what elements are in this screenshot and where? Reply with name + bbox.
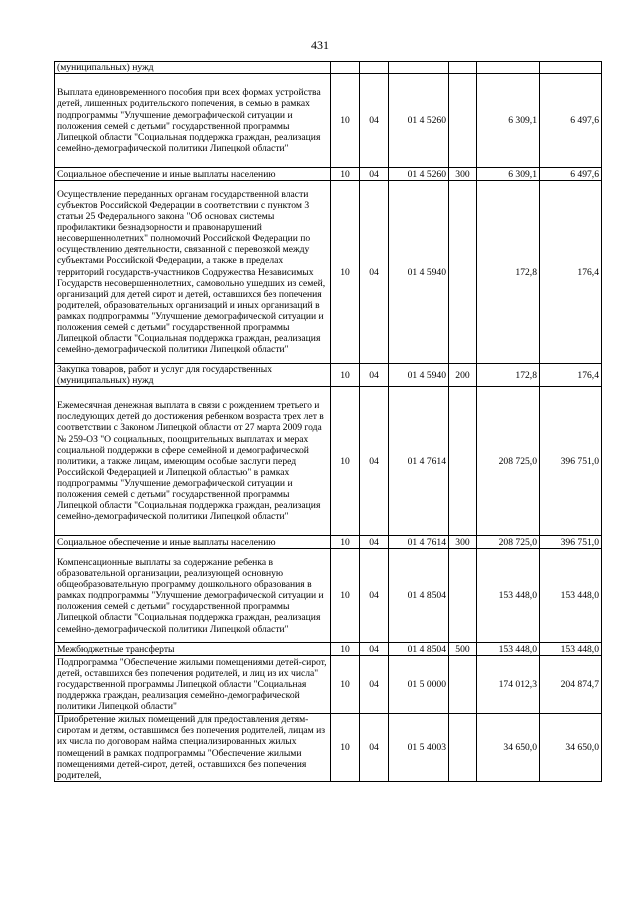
section-code-cell: 10 <box>331 387 360 536</box>
target-article-code-cell: 01 4 8504 <box>389 643 449 656</box>
amount-year2-cell: 153 448,0 <box>540 643 602 656</box>
subsection-code-cell: 04 <box>360 656 389 714</box>
row-name-cell: Социальное обеспечение и иные выплаты населению <box>55 536 331 549</box>
expense-type-code-cell <box>449 62 477 74</box>
amount-year2-cell <box>540 62 602 74</box>
table-row <box>55 181 602 364</box>
row-name-cell: Закупка товаров, работ и услуг для государственных (муниципальных) нужд <box>55 364 331 387</box>
target-article-code-cell: 01 4 5260 <box>389 168 449 181</box>
table-row <box>55 168 602 181</box>
amount-year2-cell: 6 497,6 <box>540 168 602 181</box>
section-code-cell: 10 <box>331 656 360 714</box>
table-row <box>55 714 602 782</box>
amount-year1-cell: 208 725,0 <box>477 387 540 536</box>
target-article-code-cell: 01 4 7614 <box>389 387 449 536</box>
target-article-code-cell: 01 5 4003 <box>389 714 449 782</box>
expense-type-code-cell <box>449 714 477 782</box>
amount-year2-cell: 396 751,0 <box>540 536 602 549</box>
target-article-code-cell: 01 4 5940 <box>389 181 449 364</box>
subsection-code-cell: 04 <box>360 74 389 168</box>
target-article-code-cell: 01 5 0000 <box>389 656 449 714</box>
table-row <box>55 643 602 656</box>
table-row <box>55 62 602 74</box>
expense-type-code-cell: 200 <box>449 364 477 387</box>
expense-type-code-cell <box>449 656 477 714</box>
section-code-cell <box>331 62 360 74</box>
table-row <box>55 74 602 168</box>
amount-year2-cell: 6 497,6 <box>540 74 602 168</box>
amount-year2-cell: 176,4 <box>540 181 602 364</box>
amount-year2-cell: 153 448,0 <box>540 549 602 643</box>
subsection-code-cell: 04 <box>360 714 389 782</box>
section-code-cell: 10 <box>331 168 360 181</box>
subsection-code-cell: 04 <box>360 168 389 181</box>
amount-year2-cell: 34 650,0 <box>540 714 602 782</box>
expense-type-code-cell <box>449 387 477 536</box>
amount-year1-cell: 153 448,0 <box>477 549 540 643</box>
row-name-cell: Ежемесячная денежная выплата в связи с рождением третьего и последующих детей до достижения ребенком возраста трех лет в соответствии с Законом Липецкой области от 27 марта 2009 года № 259-ОЗ "О социальных, поощрительных выплатах и мерах социальной поддержки в сфере семейной и демографической политики, а также лицам, имеющим особые заслуги перед Российской Федерацией и Липецкой областью" в рамках подпрограммы "Улучшение демографической ситуации и положения семей с детьми" государственной программы Липецкой области "Социальная поддержка граждан, реализация семейно-демографической политики Липецкой области" <box>55 387 331 536</box>
table-row <box>55 387 602 536</box>
subsection-code-cell <box>360 62 389 74</box>
row-name-cell: Подпрограмма "Обеспечение жилыми помещениями детей-сирот, детей, оставшихся без попечения родителей, и лиц из их числа" государственной программы Липецкой области "Социальная поддержка граждан, реализация семейно-демографической политики Липецкой области" <box>55 656 331 714</box>
row-name-cell: Социальное обеспечение и иные выплаты населению <box>55 168 331 181</box>
subsection-code-cell: 04 <box>360 536 389 549</box>
amount-year1-cell <box>477 62 540 74</box>
target-article-code-cell: 01 4 7614 <box>389 536 449 549</box>
subsection-code-cell: 04 <box>360 387 389 536</box>
section-code-cell: 10 <box>331 549 360 643</box>
row-name-cell: Компенсационные выплаты за содержание ребенка в образовательной организации, реализующей основную общеобразовательную программу дошкольного образования в рамках подпрограммы "Улучшение демографической ситуации и положения семей с детьми" государственной программы Липецкой области "Социальная поддержка граждан, реализация семейно-демографической политики Липецкой области" <box>55 549 331 643</box>
target-article-code-cell: 01 4 8504 <box>389 549 449 643</box>
table-row <box>55 656 602 714</box>
amount-year1-cell: 208 725,0 <box>477 536 540 549</box>
expense-type-code-cell <box>449 549 477 643</box>
target-article-code-cell: 01 4 5940 <box>389 364 449 387</box>
subsection-code-cell: 04 <box>360 181 389 364</box>
section-code-cell: 10 <box>331 643 360 656</box>
expense-type-code-cell: 500 <box>449 643 477 656</box>
expense-type-code-cell: 300 <box>449 168 477 181</box>
row-name-cell: Приобретение жилых помещений для предоставления детям-сиротам и детям, оставшимся без попечения родителей, лицам из их числа по договорам найма специализированных жилых помещений в рамках подпрограммы "Обеспечение жилыми помещениями детей-сирот, детей, оставшихся без попечения родителей, <box>55 714 331 782</box>
expense-type-code-cell <box>449 74 477 168</box>
page-number: 431 <box>311 38 329 52</box>
section-code-cell: 10 <box>331 714 360 782</box>
expense-type-code-cell <box>449 181 477 364</box>
amount-year1-cell: 34 650,0 <box>477 714 540 782</box>
section-code-cell: 10 <box>331 536 360 549</box>
row-name-cell: (муниципальных) нужд <box>55 62 331 74</box>
amount-year1-cell: 6 309,1 <box>477 74 540 168</box>
section-code-cell: 10 <box>331 181 360 364</box>
budget-table <box>54 61 602 782</box>
amount-year1-cell: 6 309,1 <box>477 168 540 181</box>
section-code-cell: 10 <box>331 364 360 387</box>
amount-year1-cell: 174 012,3 <box>477 656 540 714</box>
row-name-cell: Осуществление переданных органам государственной власти субъектов Российской Федерации в соответствии с пунктом 3 статьи 25 Федерального закона "Об основах системы профилактики безнадзорности и правонарушений несовершеннолетних" полномочий Российской Федерации по осуществлению деятельности, связанной с перевозкой между субъектами Российской Федерации, а также в пределах территорий государств-участников Содружества Независимых Государств несовершеннолетних, самовольно ушедших из семей, организаций для детей сирот и детей, оставшихся без попечения родителей, образовательных организаций и иных организаций в рамках подпрограммы "Улучшение демографической ситуации и положения семей с детьми" государственной программы Липецкой области "Социальная поддержка граждан, реализация семейно-демографической политики Липецкой области" <box>55 181 331 364</box>
table-row <box>55 549 602 643</box>
row-name-cell: Межбюджетные трансферты <box>55 643 331 656</box>
table-body <box>55 62 602 782</box>
subsection-code-cell: 04 <box>360 364 389 387</box>
amount-year1-cell: 153 448,0 <box>477 643 540 656</box>
target-article-code-cell <box>389 62 449 74</box>
subsection-code-cell: 04 <box>360 549 389 643</box>
amount-year1-cell: 172,8 <box>477 364 540 387</box>
table-row <box>55 536 602 549</box>
table-row <box>55 364 602 387</box>
amount-year2-cell: 396 751,0 <box>540 387 602 536</box>
target-article-code-cell: 01 4 5260 <box>389 74 449 168</box>
amount-year2-cell: 176,4 <box>540 364 602 387</box>
expense-type-code-cell: 300 <box>449 536 477 549</box>
amount-year1-cell: 172,8 <box>477 181 540 364</box>
section-code-cell: 10 <box>331 74 360 168</box>
subsection-code-cell: 04 <box>360 643 389 656</box>
amount-year2-cell: 204 874,7 <box>540 656 602 714</box>
row-name-cell: Выплата единовременного пособия при всех формах устройства детей, лишенных родительского попечения, в семью в рамках подпрограммы "Улучшение демографической ситуации и положения семей с детьми" государственной программы Липецкой области "Социальная поддержка граждан, реализация семейно-демографической политики Липецкой области" <box>55 74 331 168</box>
